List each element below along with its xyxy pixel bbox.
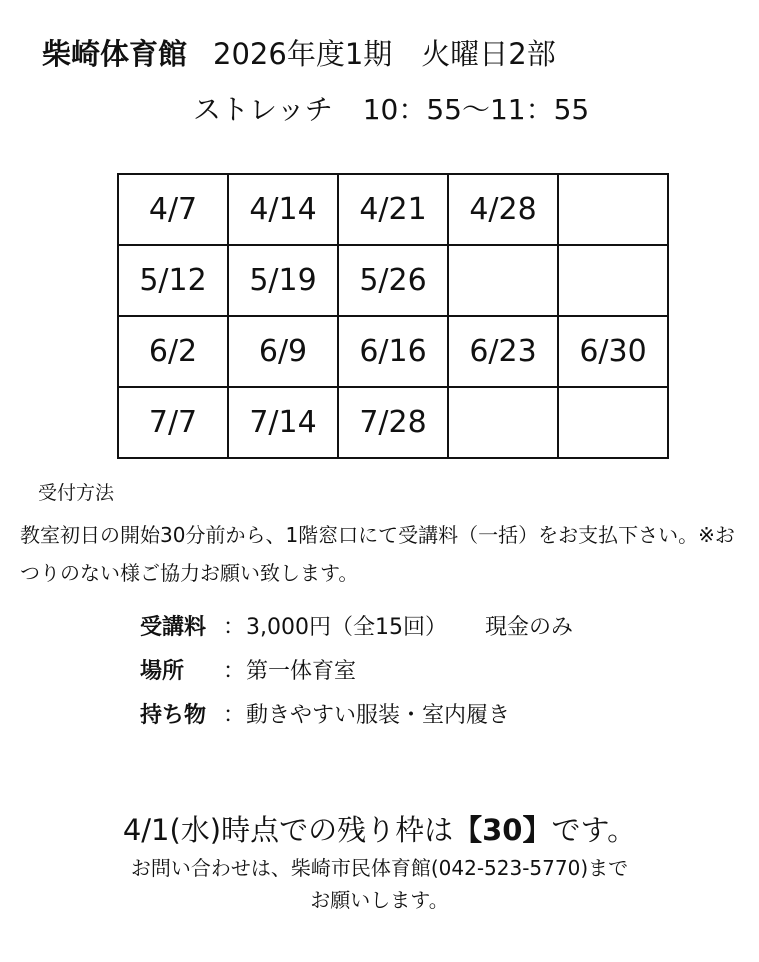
reception-label: 受付方法 xyxy=(38,482,115,504)
fee-key: 受講料 xyxy=(140,615,207,640)
contact-info xyxy=(0,852,759,916)
class-time: 10：55〜11：55 xyxy=(362,93,590,126)
date-cell: 7/14 xyxy=(228,387,338,458)
date-cell xyxy=(558,387,668,458)
date-cell xyxy=(448,387,558,458)
reception-text: 教室初日の開始30分前から、1階窓口にて受講料（一括）をお支払下さい。※おつりのない様ご協力お願い致します。 xyxy=(20,523,735,585)
fee-sep: ： xyxy=(222,615,245,640)
date-cell: 6/2 xyxy=(118,316,228,387)
items-row xyxy=(140,698,510,729)
fee-row xyxy=(140,610,573,641)
items-value: 動きやすい服装・室内履き xyxy=(246,703,511,728)
date-cell: 5/26 xyxy=(338,245,448,316)
items-sep: ： xyxy=(222,703,245,728)
contact-line-1: お問い合わせは、柴崎市民体育館(042-523-5770)まで xyxy=(130,856,629,880)
remaining-slots xyxy=(0,808,759,849)
term-label: 2026年度1期 火曜日2部 xyxy=(213,37,556,71)
date-cell: 4/28 xyxy=(448,174,558,245)
table-row xyxy=(118,387,668,458)
date-cell: 7/7 xyxy=(118,387,228,458)
class-subtitle xyxy=(193,88,589,128)
place-value: 第一体育室 xyxy=(246,659,357,684)
fee-value: 3,000円（全15回） xyxy=(246,615,447,640)
date-cell: 6/9 xyxy=(228,316,338,387)
venue-name: 柴崎体育館 xyxy=(42,37,188,71)
date-cell: 4/21 xyxy=(338,174,448,245)
date-cell: 4/7 xyxy=(118,174,228,245)
title-line xyxy=(42,32,556,73)
date-cell: 5/12 xyxy=(118,245,228,316)
remaining-suffix: です。 xyxy=(551,813,637,847)
remaining-count: 【30】 xyxy=(453,813,552,847)
remaining-prefix: 4/1(水)時点での残り枠は xyxy=(122,813,454,847)
class-name: ストレッチ xyxy=(193,93,333,126)
schedule-table xyxy=(117,173,669,459)
date-cell: 6/16 xyxy=(338,316,448,387)
table-row xyxy=(118,245,668,316)
place-row xyxy=(140,654,356,685)
date-cell xyxy=(558,245,668,316)
contact-line-2: お願いします。 xyxy=(310,888,449,912)
place-key: 場所 xyxy=(140,659,185,684)
date-cell xyxy=(448,245,558,316)
items-key: 持ち物 xyxy=(140,703,207,728)
table-row xyxy=(118,174,668,245)
date-cell: 5/19 xyxy=(228,245,338,316)
date-cell xyxy=(558,174,668,245)
date-cell: 4/14 xyxy=(228,174,338,245)
fee-note: 現金のみ xyxy=(484,615,573,640)
place-sep: ： xyxy=(222,659,245,684)
date-cell: 6/30 xyxy=(558,316,668,387)
date-cell: 6/23 xyxy=(448,316,558,387)
table-row xyxy=(118,316,668,387)
date-cell: 7/28 xyxy=(338,387,448,458)
